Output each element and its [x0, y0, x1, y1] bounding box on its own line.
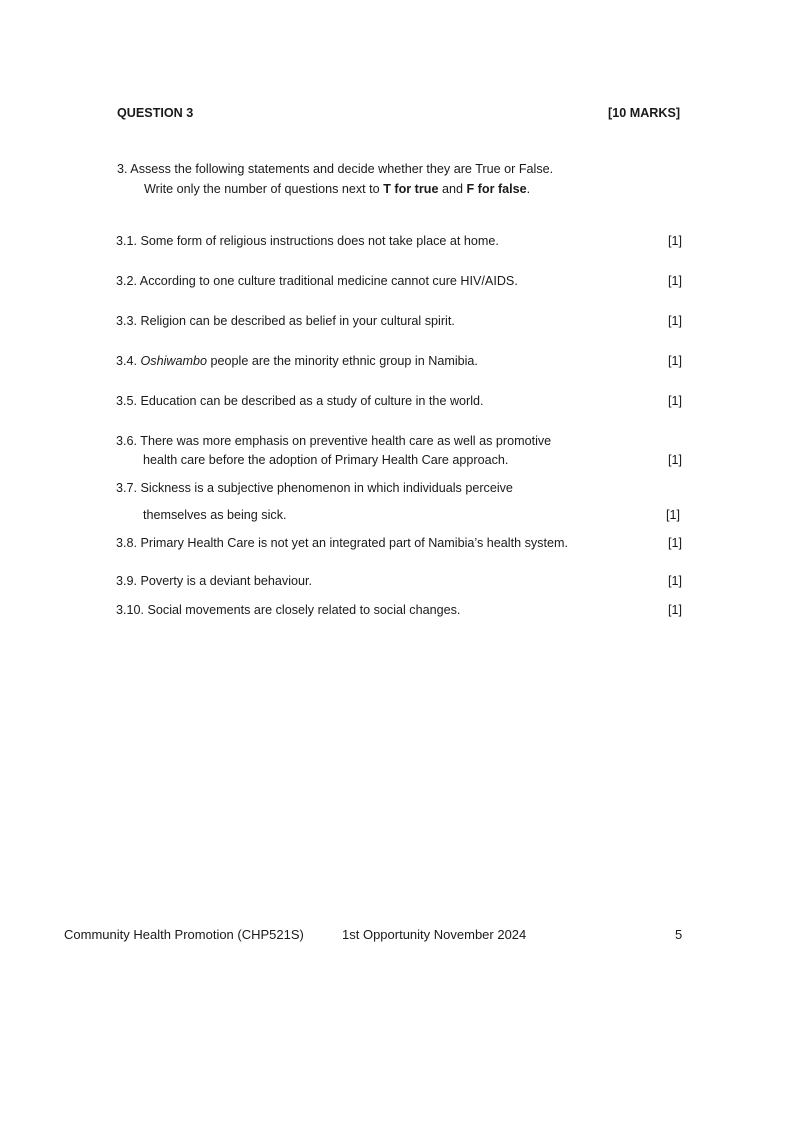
statement-mark: [1]: [668, 574, 683, 588]
statement-3-9: 3.9. Poverty is a deviant behaviour.: [116, 574, 313, 588]
statement-3-7-cont: themselves as being sick.: [143, 508, 287, 522]
statement-mark: [1]: [668, 314, 683, 328]
instruction-text: and: [438, 182, 467, 196]
statement-mark: [1]: [668, 274, 683, 288]
statement-mark: [1]: [668, 234, 683, 248]
statement-3-8: 3.8. Primary Health Care is not yet an integrated part of Namibia’s health system.: [116, 536, 568, 550]
instruction-true: T for true: [383, 182, 439, 196]
statement-mark: [1]: [668, 603, 683, 617]
question-title: QUESTION 3: [117, 106, 194, 120]
statement-3-3: 3.3. Religion can be described as belief in your cultural spirit.: [116, 314, 455, 328]
statement-3-5: 3.5. Education can be described as a study of culture in the world.: [116, 394, 484, 408]
statement-mark: [1]: [666, 508, 681, 522]
statement-3-6: 3.6. There was more emphasis on preventive health care as well as promotive: [116, 434, 552, 448]
instruction-line-2: [144, 181, 530, 197]
footer-opportunity: 1st Opportunity November 2024: [342, 927, 527, 942]
statement-3-7: 3.7. Sickness is a subjective phenomenon in which individuals perceive: [116, 481, 513, 495]
statement-3-1: 3.1. Some form of religious instructions does not take place at home.: [116, 234, 499, 248]
statement-text: people are the minority ethnic group in Namibia.: [207, 354, 478, 368]
statement-mark: [1]: [668, 453, 683, 467]
statement-mark: [1]: [668, 536, 683, 550]
instruction-text: .: [526, 182, 531, 196]
statement-mark: [1]: [668, 394, 683, 408]
total-marks: [10 MARKS]: [608, 106, 681, 120]
footer-course: Community Health Promotion (CHP521S): [64, 927, 304, 942]
statement-3-4: [116, 353, 478, 369]
statement-italic-term: Oshiwambo: [140, 354, 208, 368]
statement-3-6-cont: health care before the adoption of Primary Health Care approach.: [143, 453, 509, 467]
instruction-text: Write only the number of questions next to: [144, 182, 384, 196]
statement-number: 3.4.: [116, 354, 141, 368]
instruction-line-1: 3. Assess the following statements and decide whether they are True or False.: [117, 162, 554, 176]
statement-mark: [1]: [668, 354, 683, 368]
statement-3-10: 3.10. Social movements are closely related to social changes.: [116, 603, 461, 617]
statement-3-2: 3.2. According to one culture traditional medicine cannot cure HIV/AIDS.: [116, 274, 518, 288]
page-number: 5: [675, 927, 683, 942]
instruction-false: F for false: [466, 182, 527, 196]
